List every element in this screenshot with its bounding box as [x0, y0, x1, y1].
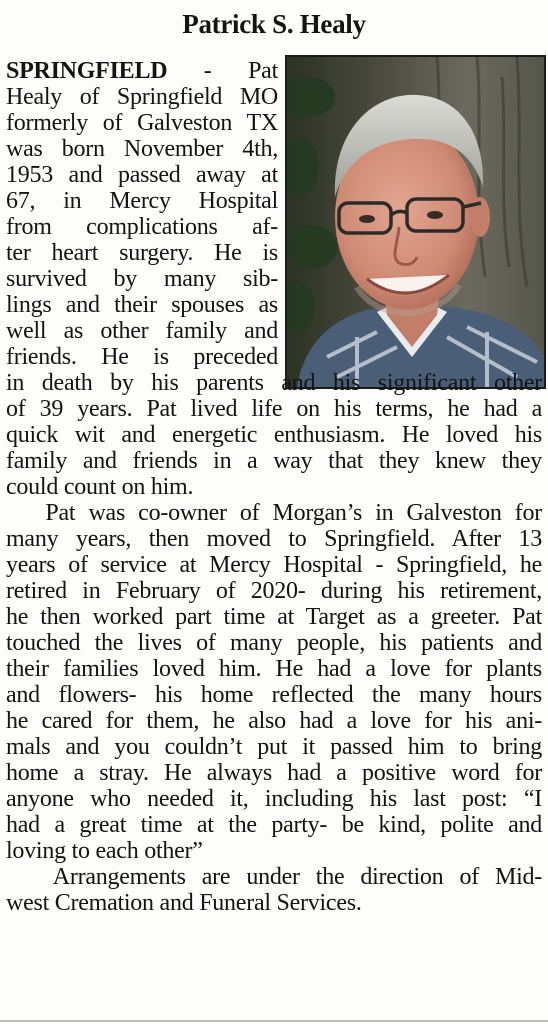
- obituary-text-line: Pat was co-owner of Morgan’s in Galveston for: [6, 500, 542, 526]
- obituary-text-line: well as other family and: [6, 318, 278, 344]
- obituary-text-line: west Cremation and Funeral Services.: [6, 890, 362, 916]
- obituary-text-line: formerly of Galveston TX: [6, 110, 278, 136]
- obituary-text-line: mals and you couldn’t put it passed him to bring: [6, 734, 542, 760]
- obituary-text-line: retired in February of 2020- during his retirement,: [6, 578, 542, 604]
- obituary-text-line: he cared for them, he also had a love for his ani-: [6, 708, 542, 734]
- obituary-dateline: SPRINGFIELD: [6, 58, 168, 84]
- obituary-text-line: 67, in Mercy Hospital: [6, 188, 278, 214]
- obituary-text-line: lings and their spouses as: [6, 292, 278, 318]
- obituary-text-line: of 39 years. Pat lived life on his terms, he had a: [6, 396, 542, 422]
- obituary-text-line: touched the lives of many people, his patients and: [6, 630, 542, 656]
- obituary-text-line: ter heart surgery. He is: [6, 240, 278, 266]
- obituary-text-line: he then worked part time at Target as a greeter. Pat: [6, 604, 542, 630]
- portrait-illustration: [287, 57, 544, 387]
- obituary-text-line: SPRINGFIELD - Pat: [6, 58, 278, 84]
- obituary-text-line: quick wit and energetic enthusiasm. He loved his: [6, 422, 542, 448]
- obituary-text-line: friends. He is preceded: [6, 344, 278, 370]
- obituary-text-line: and flowers- his home reflected the many hours: [6, 682, 542, 708]
- obituary-text-line: 1953 and passed away at: [6, 162, 278, 188]
- obituary-text-line: their families loved him. He had a love for plants: [6, 656, 542, 682]
- obituary-text-line: had a great time at the party- be kind, polite and: [6, 812, 542, 838]
- obituary-text-line: anyone who needed it, including his last post: “I: [6, 786, 542, 812]
- obituary-text-line: family and friends in a way that they knew they: [6, 448, 542, 474]
- obituary-text-line: was born November 4th,: [6, 136, 278, 162]
- obituary-text-line: Arrangements are under the direction of Mid-: [6, 864, 542, 890]
- obituary-text-line: Healy of Springfield MO: [6, 84, 278, 110]
- obituary-text-line: from complications af-: [6, 214, 278, 240]
- obituary-text-line: many years, then moved to Springfield. After 13: [6, 526, 542, 552]
- obituary-text-line: loving to each other”: [6, 838, 203, 864]
- obituary-text-line: in death by his parents and his significant other: [6, 370, 542, 396]
- obituary-title: Patrick S. Healy: [182, 9, 366, 39]
- portrait-photo: [285, 55, 546, 389]
- obituary-text-line: could count on him.: [6, 474, 194, 500]
- obituary-text-line: years of service at Mercy Hospital - Springfield, he: [6, 552, 542, 578]
- bottom-divider: [0, 1020, 548, 1022]
- obituary-text-line: survived by many sib-: [6, 266, 278, 292]
- obituary-text-line: home a stray. He always had a positive word for: [6, 760, 542, 786]
